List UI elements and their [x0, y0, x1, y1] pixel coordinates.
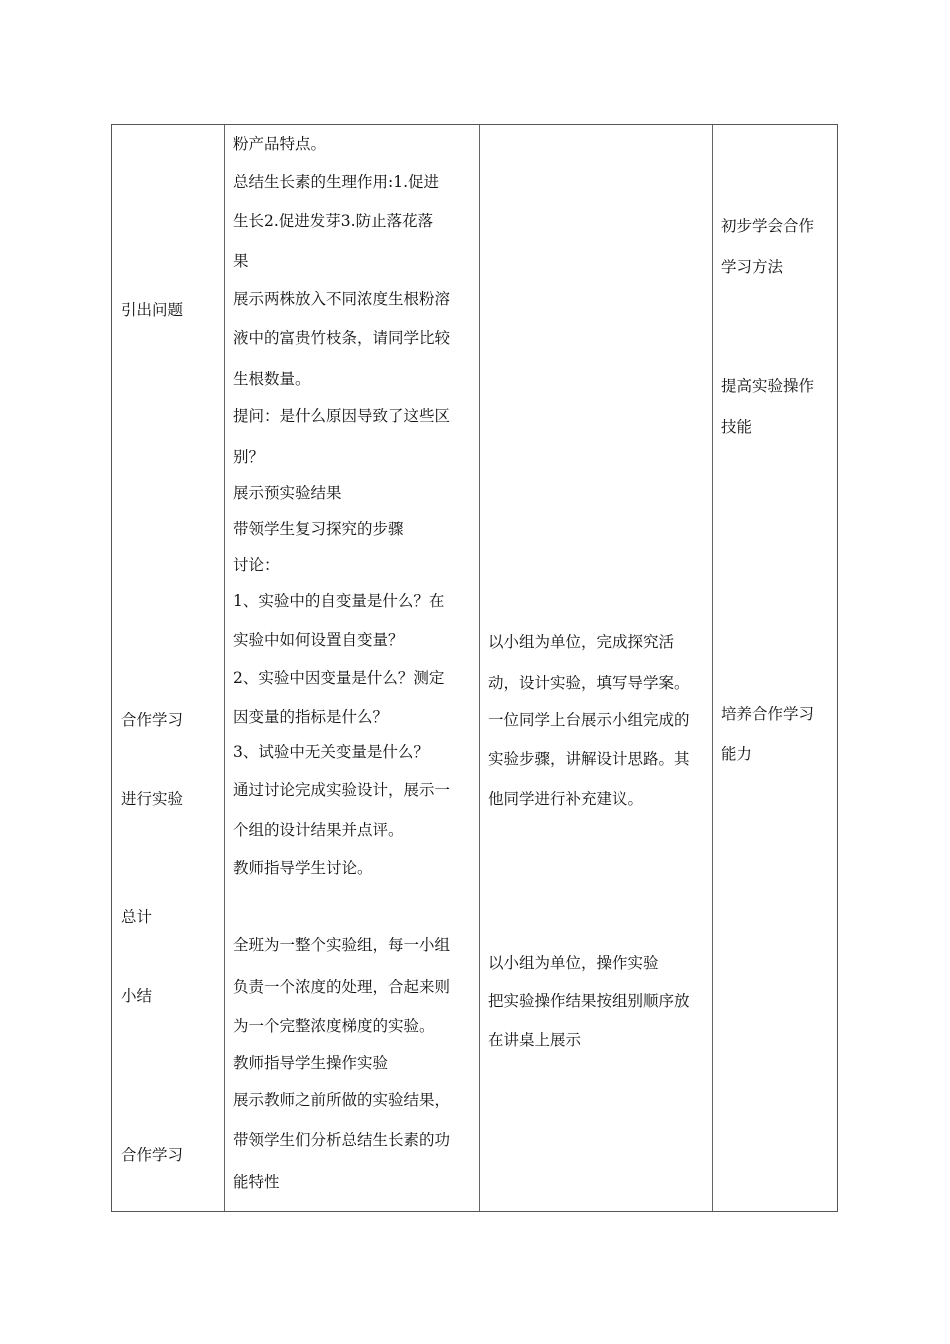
student-activity-line: 以小组为单位，完成探究活	[488, 633, 675, 651]
student-activity-line: 以小组为单位，操作实验	[488, 954, 659, 972]
teacher-activity-line: 为一个完整浓度梯度的实验。	[233, 1017, 435, 1035]
teacher-activity-line: 讨论：	[233, 556, 280, 574]
teacher-activity-line: 教师指导学生操作实验	[233, 1054, 389, 1072]
student-activity-line: 他同学进行补充建议。	[488, 790, 644, 808]
stage-label: 引出问题	[121, 301, 184, 319]
student-activity-line: 一位同学上台展示小组完成的	[488, 711, 690, 729]
teacher-activity-line: 因变量的指标是什么？	[233, 708, 389, 726]
teacher-activity-line: 生长2.促进发芽3.防止落花落	[233, 212, 434, 230]
teacher-activity-line: 展示两株放入不同浓度生根粉溶	[233, 290, 451, 308]
teacher-activity-line: 总结生长素的生理作用:1.促进	[233, 173, 440, 191]
teacher-activity-line: 通过讨论完成实验设计，展示一	[233, 781, 451, 799]
teacher-activity-line: 带领学生们分析总结生长素的功	[233, 1131, 451, 1149]
teacher-activity-line: 教师指导学生讨论。	[233, 859, 373, 877]
teacher-activity-line: 带领学生复习探究的步骤	[233, 520, 404, 538]
design-intent-line: 初步学会合作	[721, 217, 815, 235]
teacher-activity-line: 别？	[233, 448, 265, 466]
teacher-activity-line: 果	[233, 252, 249, 270]
teacher-activity-line: 展示教师之前所做的实验结果，	[233, 1091, 451, 1109]
design-intent-line: 提高实验操作	[721, 377, 815, 395]
design-intent-line: 培养合作学习	[721, 705, 815, 723]
teacher-activity-line: 全班为一整个实验组，每一小组	[233, 936, 451, 954]
teacher-activity-line: 负责一个浓度的处理，合起来则	[233, 978, 451, 996]
column-divider	[224, 125, 225, 1211]
design-intent-line: 技能	[721, 418, 753, 436]
teacher-activity-line: 个组的设计结果并点评。	[233, 821, 404, 839]
teacher-activity-line: 提问：是什么原因导致了这些区	[233, 407, 451, 425]
teacher-activity-line: 展示预实验结果	[233, 484, 342, 502]
lesson-plan-table	[111, 124, 838, 1212]
column-divider	[712, 125, 713, 1211]
stage-label: 进行实验	[121, 790, 184, 808]
teacher-activity-line: 2、实验中因变量是什么？测定	[233, 669, 445, 687]
student-activity-line: 把实验操作结果按组别顺序放	[488, 992, 690, 1010]
teacher-activity-line: 能特性	[233, 1173, 280, 1191]
design-intent-line: 学习方法	[721, 258, 784, 276]
teacher-activity-line: 1、实验中的自变量是什么？在	[233, 592, 445, 610]
column-divider	[479, 125, 480, 1211]
stage-label: 合作学习	[121, 1146, 184, 1164]
student-activity-line: 实验步骤，讲解设计思路。其	[488, 750, 690, 768]
teacher-activity-line: 粉产品特点。	[233, 135, 327, 153]
stage-label: 合作学习	[121, 711, 184, 729]
student-activity-line: 在讲桌上展示	[488, 1031, 582, 1049]
teacher-activity-line: 3、试验中无关变量是什么？	[233, 743, 429, 761]
stage-label: 总计	[121, 908, 153, 926]
teacher-activity-line: 液中的富贵竹枝条，请同学比较	[233, 329, 451, 347]
teacher-activity-line: 实验中如何设置自变量？	[233, 631, 404, 649]
design-intent-line: 能力	[721, 745, 753, 763]
teacher-activity-line: 生根数量。	[233, 370, 311, 388]
stage-label: 小结	[121, 987, 153, 1005]
student-activity-line: 动，设计实验，填写导学案。	[488, 674, 690, 692]
